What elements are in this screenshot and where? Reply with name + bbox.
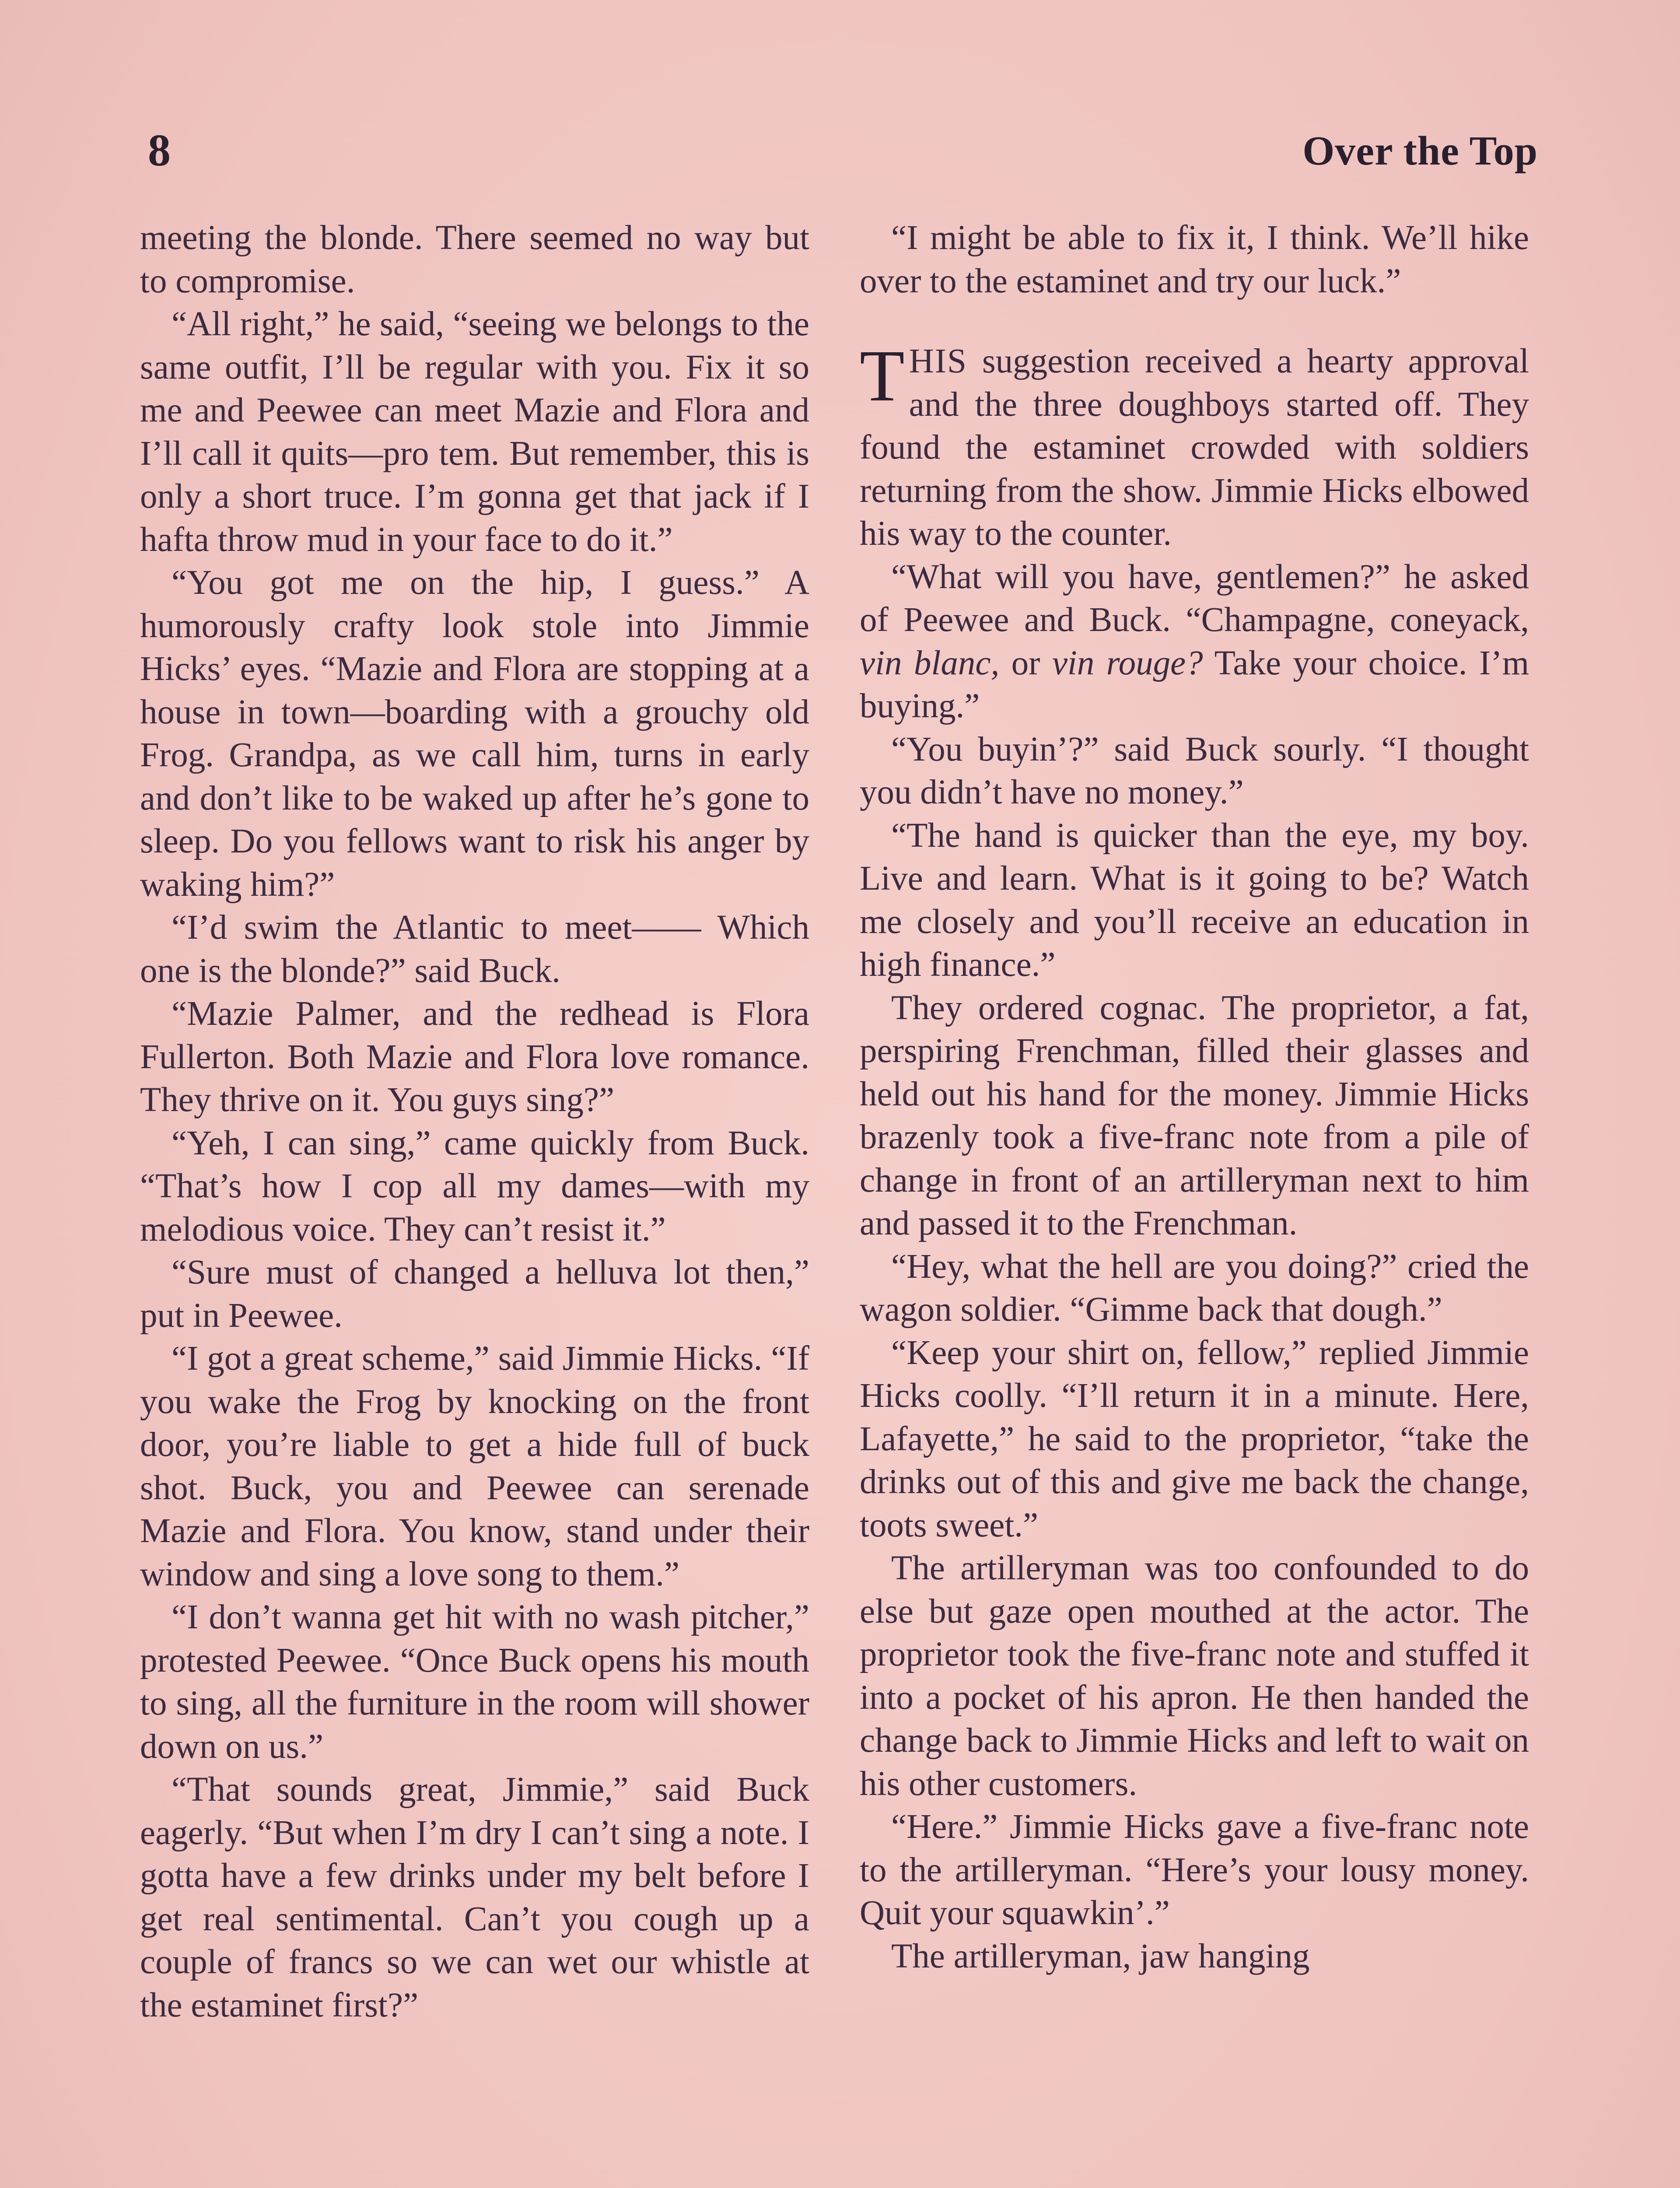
paragraph: “The hand is quicker than the eye, my boy. Live and learn. What is it going to be? Watch me closely and you’ll receive an education in high finance.” [860,816,1529,984]
running-title: Over the Top [1302,128,1538,174]
paragraph: “Hey, what the hell are you doing?” cried the wagon soldier. “Gimme back that dough.” [860,1247,1529,1329]
drop-cap: T [860,335,905,417]
paragraph: “All right,” he said, “seeing we belongs to the same outfit, I’ll be regular with you. Fix it so me and Peewee can meet Mazie and Flora and I’ll call it quits—pro tem. But remember, this is only a short truce. I’m gonna get that jack if I hafta throw mud in your face to do it.” [140,305,809,559]
left-column [140,217,809,2027]
paragraph-text: suggestion received a hearty approval and the three doughboys started off. They found the estaminet crowded with soldiers returning from the show. Jimmie Hicks elbowed his way to the counter. [860,342,1529,553]
paragraph: The artilleryman, jaw hanging [891,1937,1310,1975]
paragraph: “You buyin’?” said Buck sourly. “I thought you didn’t have no money.” [860,730,1529,811]
paragraph: “You got me on the hip, I guess.” A humorously crafty look stole into Jimmie Hicks’ eyes. “Mazie and Flora are stopping at a house in town—boarding with a grouchy old Frog. Grandpa, as we call him, turns in early and don’t like to be waked up after he’s gone to sleep. Do you fellows want to risk his anger by waking him?” [140,564,809,904]
paragraph: meeting the blonde. There seemed no way but to compromise. [140,219,809,300]
paragraph: “I’d swim the Atlantic to meet—— Which one is the blonde?” said Buck. [140,908,809,990]
paragraph: “Sure must of changed a helluva lot then,” put in Peewee. [140,1253,809,1335]
paragraph: “I don’t wanna get hit with no wash pitcher,” protested Peewee. “Once Buck opens his mouth to sing, all the furniture in the room will shower down on us.” [140,1598,809,1766]
paragraph: “Yeh, I can sing,” came quickly from Buck. “That’s how I cop all my dames—with my melodious voice. They can’t resist it.” [140,1124,809,1248]
right-column [860,217,1529,1978]
paragraph: “I got a great scheme,” said Jimmie Hicks. “If you wake the Frog by knocking on the front door, you’re liable to get a hide full of buck shot. Buck, you and Peewee can serenade Mazie and Flora. You know, stand under their window and sing a love song to them.” [140,1339,809,1593]
paragraph: The artilleryman was too confounded to do else but gaze open mouthed at the actor. The proprietor took the five-franc note and stuffed it into a pocket of his apron. He then handed the change back to Jimmie Hicks and left to wait on his other customers. [860,1549,1529,1803]
page-number: 8 [148,125,171,175]
smallcaps-lead: HIS [909,342,967,380]
paragraph: “Here.” Jimmie Hicks gave a five-franc note to the artilleryman. “Here’s your lousy money. Quit your squawkin’.” [860,1808,1529,1932]
paragraph-text: Take your choice. I’m buying.” [860,644,1530,725]
italic-text: vin blanc, [860,644,1000,682]
paragraph: “Keep your shirt on, fellow,” replied Jimmie Hicks coolly. “I’ll return it in a minute. Here, Lafayette,” he said to the proprietor, “take the drinks out of this and give me back the change, toots sweet.” [860,1333,1529,1544]
italic-text: vin rouge? [1052,644,1203,682]
paragraph: They ordered cognac. The proprietor, a fat, perspiring Frenchman, filled their glasses and held out his hand for the money. Jimmie Hicks brazenly took a five-franc note from a pile of change in front of an artilleryman next to him and passed it to the Frenchman. [860,989,1529,1242]
paragraph [860,556,1529,728]
section-opening-paragraph [860,335,1529,556]
paragraph: “I might be able to fix it, I think. We’ll hike over to the estaminet and try our luck.” [860,219,1529,300]
paragraph: “Mazie Palmer, and the redhead is Flora Fullerton. Both Mazie and Flora love romance. They thrive on it. You guys sing?” [140,995,809,1119]
paragraph: “That sounds great, Jimmie,” said Buck eagerly. “But when I’m dry I can’t sing a note. I gotta have a few drinks under my belt before I get real sentimental. Can’t you cough up a couple of francs so we can wet our whistle at the estaminet first?” [140,1771,809,2024]
paragraph-text: or [999,644,1052,682]
paragraph-text: “What will you have, gentlemen?” he asked of Peewee and Buck. “Champagne, coneyack, [860,558,1529,639]
